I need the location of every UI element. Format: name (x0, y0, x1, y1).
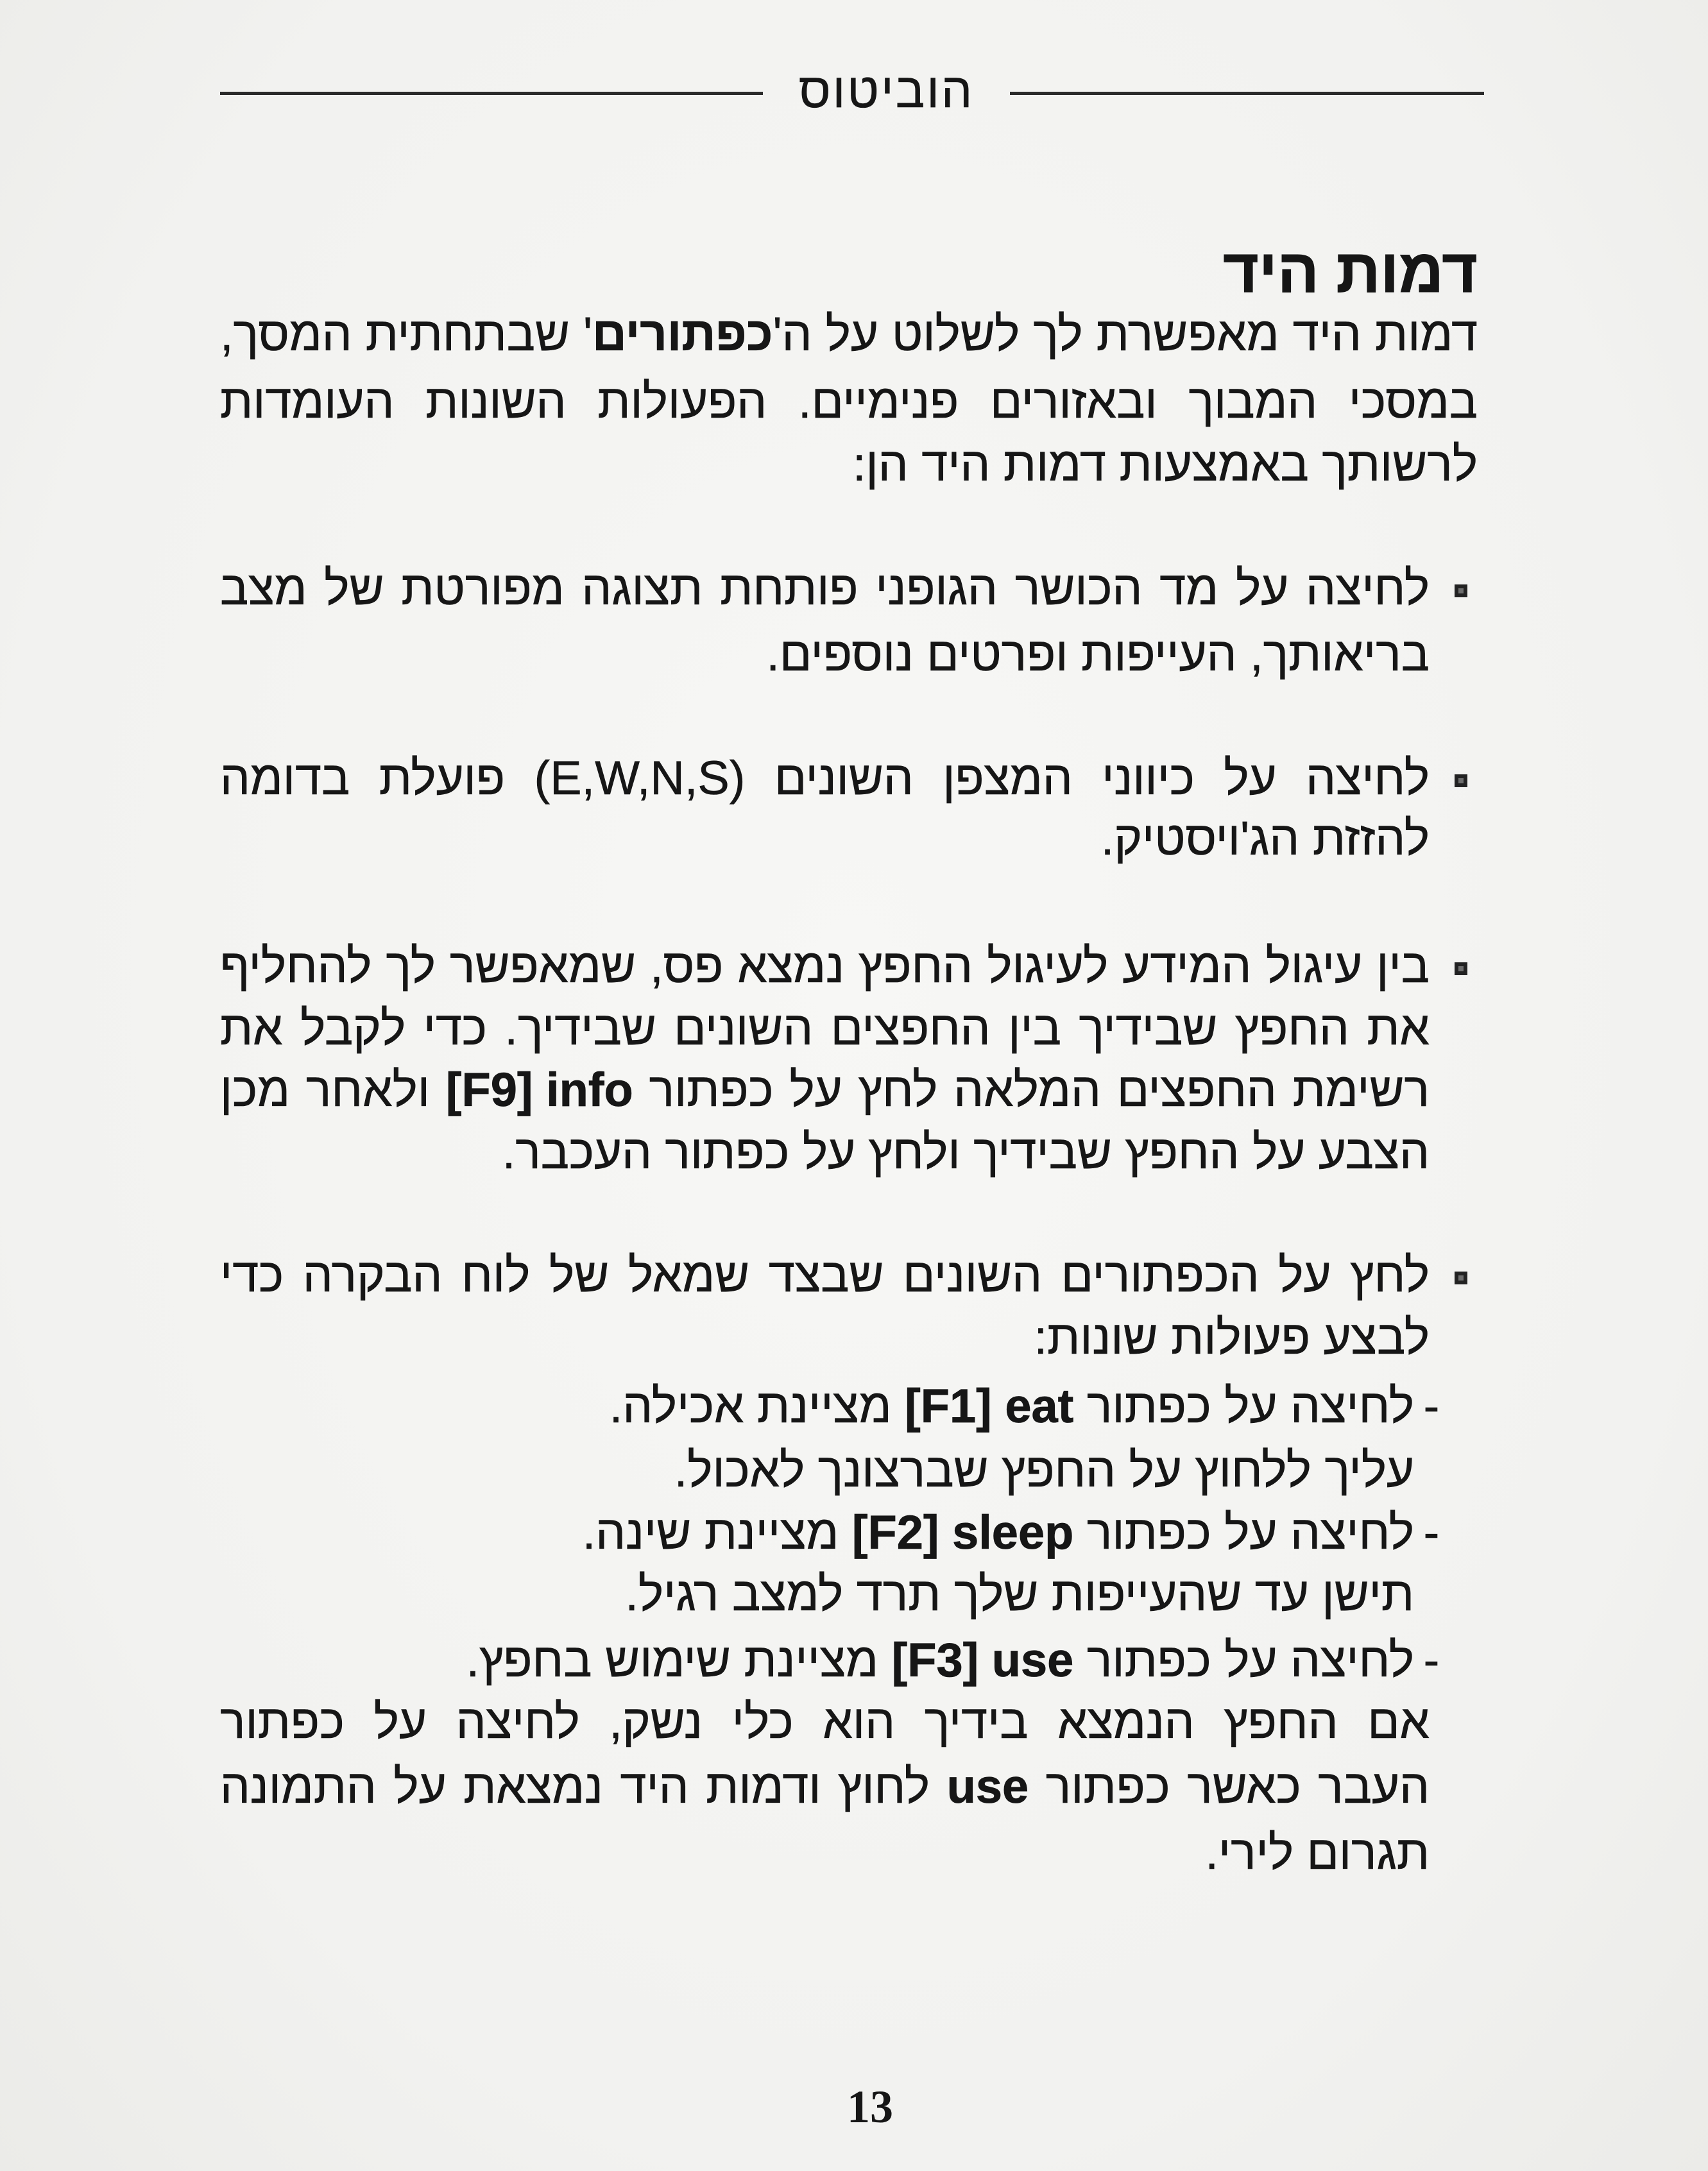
key-label-sleep: [F2] sleep (851, 1506, 1074, 1559)
weapon-note-line: אם החפץ הנמצא בידיך הוא כלי נשק, לחיצה על כפתור (220, 1695, 1430, 1748)
key-label-info: [F9] info (445, 1063, 633, 1116)
section-title: דמות היד (1223, 237, 1478, 305)
bullet-text: פועלת בדומה (220, 751, 506, 805)
bullet-square-icon (1455, 962, 1467, 975)
bullet-square-icon (1455, 584, 1467, 597)
key-label-use: [F3] use (891, 1633, 1074, 1687)
weapon-note-line: תגרום לירי. (1205, 1826, 1430, 1879)
action-line (220, 1375, 1414, 1438)
emphasis-buttons: כפתורים (592, 307, 773, 361)
action-text: לחיצה על כפתור (1086, 1633, 1414, 1687)
intro-text: דמות היד מאפשרת לך לשלוט על ה' (773, 307, 1478, 361)
action-text: לחיצה על כפתור (1086, 1506, 1414, 1559)
action-line (220, 1629, 1414, 1692)
bullet-text: לחיצה על כיווני המצפן השונים (774, 751, 1430, 805)
action-note: תישן עד שהעייפות שלך תרד למצב רגיל. (625, 1567, 1414, 1621)
bullet-line: לחיצה על מד הכושר הגופני פותחת תצוגה מפורטת של מצב (220, 561, 1430, 615)
action-line (220, 1501, 1414, 1564)
emphasis-use: use (946, 1760, 1029, 1813)
bullet-line: הצבע על החפץ שבידיך ולחץ על כפתור העכבר. (502, 1125, 1430, 1179)
header-rule-right (1010, 92, 1484, 95)
action-text: לחיצה על כפתור (1086, 1379, 1414, 1433)
weapon-note-text: לחוץ ודמות היד נמצאת על התמונה (220, 1760, 930, 1813)
action-dash: - (1423, 1633, 1440, 1687)
bullet-line: את החפץ שבידיך בין החפצים השונים שבידיך. כדי לקבל את (220, 1001, 1430, 1055)
weapon-note-line (220, 1755, 1430, 1818)
bullet-line: בין עיגול המידע לעיגול החפץ נמצא פס, שמאפשר לך להחליף (220, 939, 1430, 992)
bullet-line: לחץ על הכפתורים השונים שבצד שמאל של לוח הבקרה כדי (220, 1248, 1430, 1302)
action-dash: - (1423, 1506, 1440, 1559)
intro-text: ' שבתחתית המסך, (220, 307, 593, 361)
compass-directions: (E,W,N,S) (534, 751, 746, 805)
page-number: 13 (847, 2081, 893, 2133)
intro-line: במסכי המבוך ובאזורים פנימיים. הפעולות השונות העומדות (220, 375, 1478, 428)
intro-line: לרשותך באמצעות דמות היד הן: (853, 438, 1478, 491)
action-text: מציינת שינה. (582, 1506, 839, 1559)
bullet-line (220, 1059, 1430, 1121)
action-dash: - (1423, 1379, 1440, 1433)
key-label-eat: [F1] eat (905, 1379, 1074, 1433)
bullet-text: ולאחר מכן (220, 1063, 430, 1116)
action-text: מציינת שימוש בחפץ. (466, 1633, 879, 1687)
bullet-line (220, 747, 1430, 810)
weapon-note-text: העבר כאשר כפתור (1045, 1760, 1430, 1813)
bullet-line: לבצע פעולות שונות: (1034, 1311, 1430, 1364)
bullet-square-icon (1455, 1272, 1467, 1284)
bullet-line: להזזת הג'ויסטיק. (1100, 812, 1430, 865)
bullet-line: בריאותך, העייפות ופרטים נוספים. (766, 627, 1430, 681)
running-header: הוביטוס (798, 64, 975, 118)
action-text: מציינת אכילה. (609, 1379, 892, 1433)
bullet-square-icon (1455, 774, 1467, 787)
intro-line (220, 303, 1478, 366)
action-note: עליך ללחוץ על החפץ שברצונך לאכול. (674, 1443, 1414, 1497)
bullet-text: רשימת החפצים המלאה לחץ על כפתור (649, 1063, 1430, 1116)
header-rule-left (220, 92, 763, 95)
